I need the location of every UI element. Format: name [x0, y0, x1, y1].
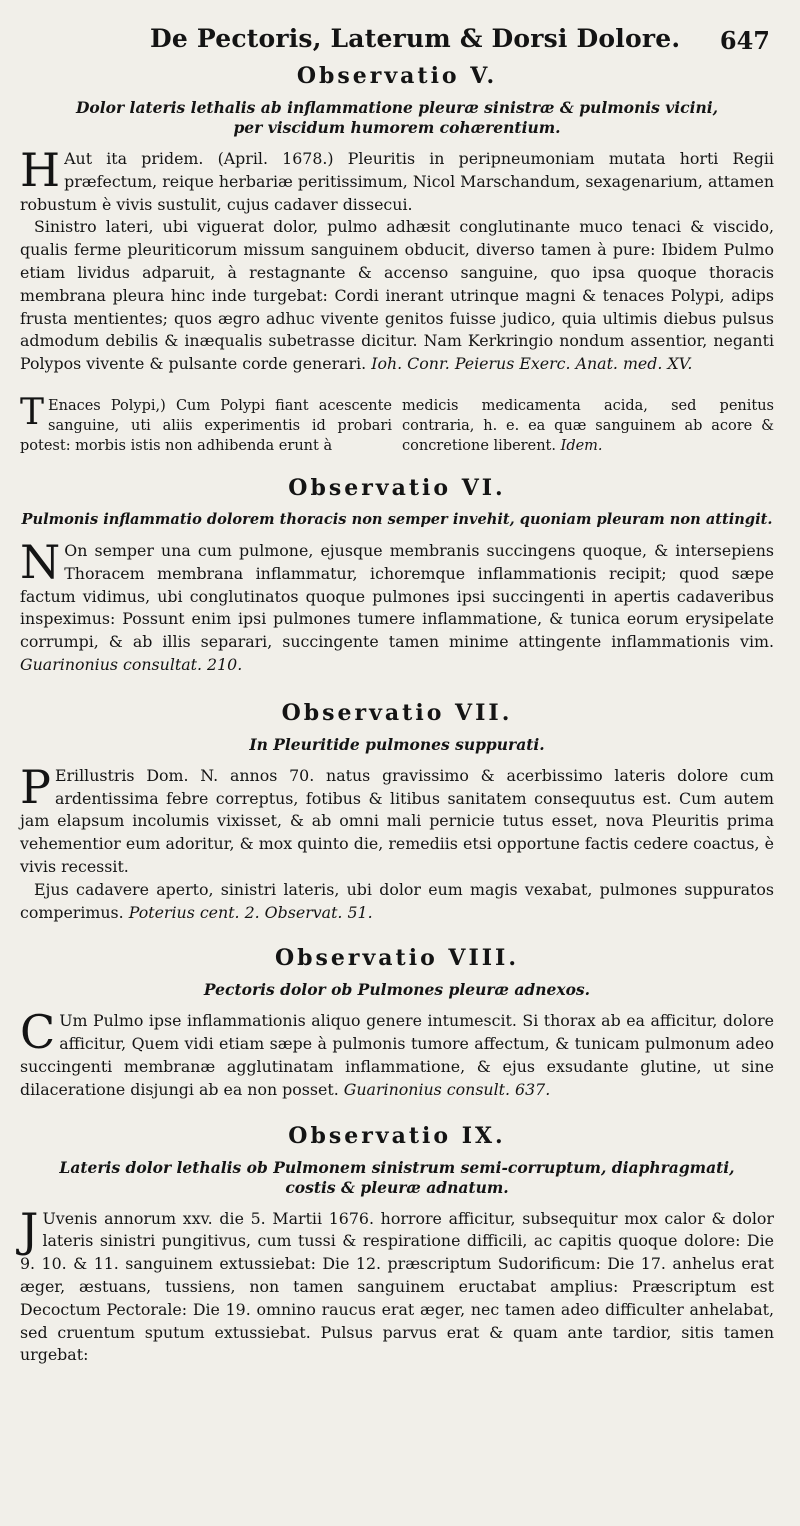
observatio-8-paragraph — [20, 1005, 774, 1101]
note-column-left — [20, 391, 392, 456]
paragraph-text: Erillustris Dom. N. annos 70. natus gravissimo & acerbissimo lateris dolore cum ardentissima febre correptus, fotibus & litibus sanitatem consequutus est. Cum autem jam elapsum incolumis vixisset, & ab omni mali pernicie tutus esset, nova Pleuritis prima vehementior eum adoritur, & mox quinto die, remediis etsi opportune factis cedere coactus, è vivis recessit. — [20, 765, 774, 876]
drop-cap: H — [20, 143, 61, 197]
observatio-5 — [20, 62, 774, 456]
observatio-5-subtitle-line-2: per viscidum humorem cohærentium. — [233, 118, 561, 137]
citation: Poterius cent. 2. Observat. 51. — [128, 902, 373, 922]
note-column-right — [402, 396, 774, 456]
paragraph-text: Aut ita pridem. (April. 1678.) Pleuritis in peripneumoniam mutata horti Regii præfectum, reique herbariæ peritissimum, Nicol Marschandum, sexagenarium, attamen robustum è vivis sustulit, cujus cadaver dissecui. — [20, 149, 774, 214]
paragraph-text: Um Pulmo ipse inflammationis aliquo genere intumescit. Si thorax ab ea afficitur, dolore afficitur, Quem vidi etiam sæpe à pulmonis tumore affectum, & tunicam pulmonum adeo succingenti membranæ agglutinatam inflammatione, & ejus exsudante glutine, ut sine dilaceratione disjungi ab ea non posset. — [20, 1011, 774, 1099]
paragraph-text: Uvenis annorum xxv. die 5. Martii 1676. horrore afficitur, subsequitur mox calor & dolor lateris sinistri pungitivus, cum tussi & respiratione difficili, ac capitis quoque dolore: Die 9. 10. & 11. sanguinem extussiebat: Die 12. præscriptum Sudorificum: Die 17. anhelus erat æger, æstuans, tussiens, non tamen sanguinem eructabat amplius: Præscriptum est Decoctum Pectorale: Die 19. omnino raucus erat æger, nec tamen adeo difficulter anhelabat, sed cruentum sputum extussiebat. Pulsus parvus erat & quam ante tardior, sitis tamen urgebat: — [20, 1208, 774, 1365]
observatio-8-heading: Observatio VIII. — [274, 945, 519, 972]
observatio-7-paragraph-2 — [20, 879, 774, 925]
drop-cap: T — [20, 391, 45, 433]
observatio-7-heading: Observatio VII. — [281, 699, 513, 726]
observatio-8-subtitle: Pectoris dolor ob Pulmones pleuræ adnexos. — [203, 980, 591, 1000]
observatio-6-paragraph — [20, 534, 774, 677]
observatio-9-heading: Observatio IX. — [288, 1122, 506, 1149]
drop-cap: N — [20, 534, 61, 589]
note-text: Enaces Polypi,) Cum Polypi fiant acescente sanguine, uti aliis experimentis id probari potest: morbis istis non adhibenda erunt à — [20, 397, 392, 454]
citation: Guarinonius consultat. 210. — [20, 654, 243, 674]
observatio-7 — [20, 699, 774, 925]
citation: Ioh. Conr. Peierus Exerc. Anat. med. XV. — [371, 354, 693, 374]
observatio-5-heading: Observatio V. — [296, 63, 498, 89]
observatio-6-subtitle: Pulmonis inflammatio dolorem thoracis non semper invehit, quoniam pleuram non attingit. — [21, 510, 773, 528]
paragraph-text: On semper una cum pulmone, ejusque membranis succingens quoque, & intersepiens Thoracem membrana inflammatur, ichoremque inflammationis recipit; quod sæpe factum vidimus, ubi conglutinatos quoque pulmones ipsi succingenti in apertis cadaveribus inspeximus: Possunt enim ipsi pulmones tumere inflammatione, & tunica eorum erysipelate corrumpi, & ab illis separari, succingente tamen minime attingente inflammationis vim. — [20, 540, 774, 652]
citation: Guarinonius consult. 637. — [343, 1079, 551, 1099]
observatio-9-paragraph — [20, 1202, 774, 1368]
page-header — [20, 14, 774, 54]
observatio-8 — [20, 944, 774, 1101]
drop-cap: J — [20, 1202, 39, 1257]
observatio-9 — [20, 1122, 774, 1368]
observatio-7-paragraph-1 — [20, 759, 774, 879]
drop-cap: P — [20, 759, 51, 814]
observatio-5-paragraph-1 — [20, 143, 774, 216]
drop-cap: C — [20, 1005, 56, 1060]
paragraph-text: Sinistro lateri, ubi viguerat dolor, pulmo adhæsit conglutinante muco tenaci & viscido, qualis ferme pleuriticorum missum sanguinem obducit, diverso tamen à pure: Ibidem Pulmo etiam lividus adparuit, à restagnante & accenso sanguine, quo ipsa quoque thoracis membrana pleura hinc inde turgebat: Cordi inerant utrinque magni & tenaces Polypi, adips frusta mentientes; quos ægro adhuc vivente genitos fuisse judico, quia ultimis diebus pulsus admodum debilis & inæqualis subetrasse dicitur. Nam Kerkringio nondum assentior, neganti Polypos vivente & pulsante corde generari. — [20, 217, 774, 374]
note-text: medicis medicamenta acida, sed penitus contraria, h. e. ea quæ sanguinem ab acore & concretione liberent. — [402, 397, 774, 454]
observatio-5-subtitle-line-1: Dolor lateris lethalis ab inflammatione pleuræ sinistræ & pulmonis vicini, — [75, 98, 719, 117]
paragraph-text: Ejus cadavere aperto, sinistri lateris, ubi dolor eum magis vexabat, pulmones suppuratos comperimus. — [20, 879, 774, 922]
observatio-9-subtitle-line-1: Lateris dolor lethalis ob Pulmonem sinistrum semi-corruptum, diaphragmati, — [59, 1157, 735, 1177]
running-title: De Pectoris, Laterum & Dorsi Dolore. — [150, 24, 681, 53]
observatio-7-subtitle: In Pleuritide pulmones suppurati. — [249, 734, 545, 754]
observatio-9-subtitle-line-2: costis & pleuræ adnatum. — [285, 1177, 509, 1197]
observatio-6 — [20, 474, 774, 677]
page-number: 647 — [719, 26, 770, 55]
citation: Idem. — [560, 437, 603, 454]
observatio-5-paragraph-2 — [20, 216, 774, 376]
observatio-5-notes — [20, 391, 774, 456]
observatio-6-heading: Observatio VI. — [288, 474, 506, 501]
